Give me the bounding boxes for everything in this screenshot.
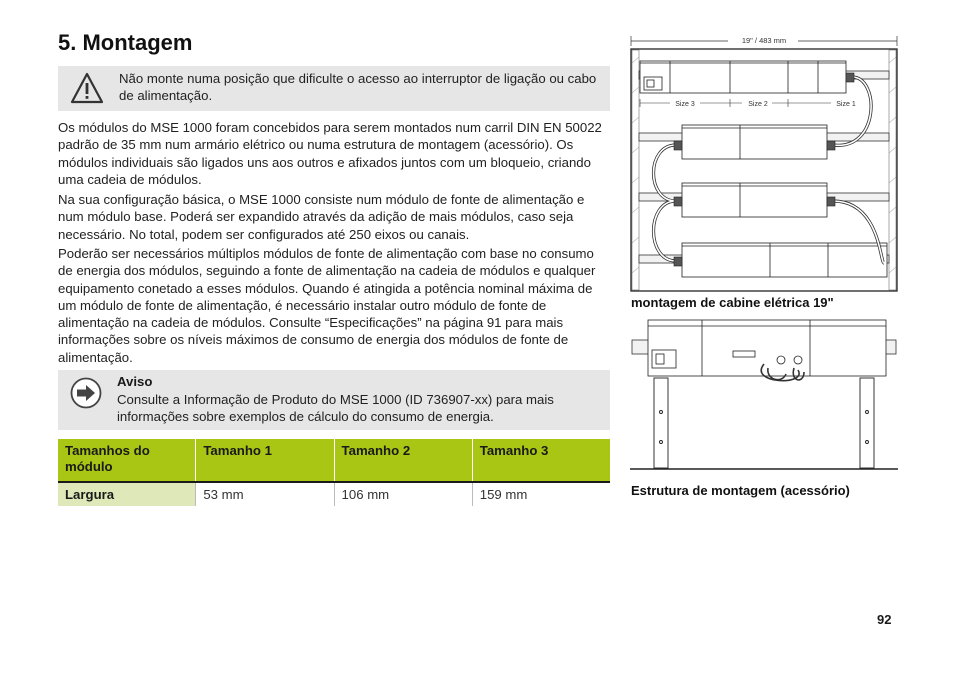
- page-title: 5. Montagem: [58, 30, 193, 55]
- size-label: Size 2: [748, 101, 768, 108]
- notice-heading: Aviso: [117, 374, 153, 389]
- table-header-cell: Tamanho 1: [196, 439, 334, 482]
- table-row: [58, 482, 610, 506]
- paragraph-3: Poderão ser necessários múltiplos módulos de fonte de alimentação com base no consumo de energia dos módulos, seguindo a fonte de alimentação na cadeia de módulos e qualquer equipamento conetado a esses módulos. Quando é atingida a potência nominal máxima de um módulo de fonte de alimentação, é necessário instalar outro módulo de fonte de alimentação na cadeia de módulos. Consulte “Especificações” na página 91 para mais informações sobre os níveis máximos de consumo de energia dos módulos de fonte de alimentação.: [58, 246, 596, 365]
- warning-box: [58, 66, 610, 111]
- size-label: Size 3: [675, 101, 695, 108]
- paragraph-2: Na sua configuração básica, o MSE 1000 consiste num módulo de fonte de alimentação e num módulo base. Poderá ser expandido através da adição de mais módulos, caso seja necessário. No total, podem ser configurados até 250 eixos ou canais.: [58, 192, 585, 242]
- warning-text: Não monte numa posição que dificulte o acesso ao interruptor de ligação ou cabo de alimentação.: [119, 71, 597, 104]
- figure1-caption: montagem de cabine elétrica 19": [631, 295, 834, 310]
- page-number: 92: [877, 612, 892, 627]
- module-size-table: [58, 439, 610, 506]
- table-header-cell: Tamanho 2: [334, 439, 472, 482]
- notice-text: Consulte a Informação de Produto do MSE 1000 (ID 736907-xx) para mais informações sobre exemplos de cálculo do consumo de energia.: [117, 392, 554, 425]
- warning-triangle-icon: [70, 71, 104, 110]
- size-label: Size 1: [836, 101, 856, 108]
- table-header-row: [58, 439, 610, 482]
- table-header-cell: Tamanho 3: [472, 439, 610, 482]
- figure2-caption: Estrutura de montagem (acessório): [631, 483, 850, 498]
- dimension-label: 19" / 483 mm: [741, 36, 787, 45]
- table-cell: 106 mm: [334, 482, 472, 506]
- mounting-frame-diagram: [628, 314, 900, 474]
- paragraph-1: Os módulos do MSE 1000 foram concebidos para serem montados num carril DIN EN 50022 padrão de 35 mm num armário elétrico ou numa estrutura de montagem (acessório). Os módulos individuais são ligados uns aos outros e afixados juntos com um bloqueio, criando uma cadeia de módulos.: [58, 120, 602, 187]
- table-cell: 53 mm: [196, 482, 334, 506]
- table-row-header: Largura: [58, 482, 196, 506]
- notice-box: [58, 370, 610, 430]
- table-header-cell: Tamanhos do módulo: [58, 439, 196, 482]
- table-cell: 159 mm: [472, 482, 610, 506]
- cabinet-mounting-diagram: [628, 33, 900, 293]
- arrow-right-icon: [70, 377, 102, 414]
